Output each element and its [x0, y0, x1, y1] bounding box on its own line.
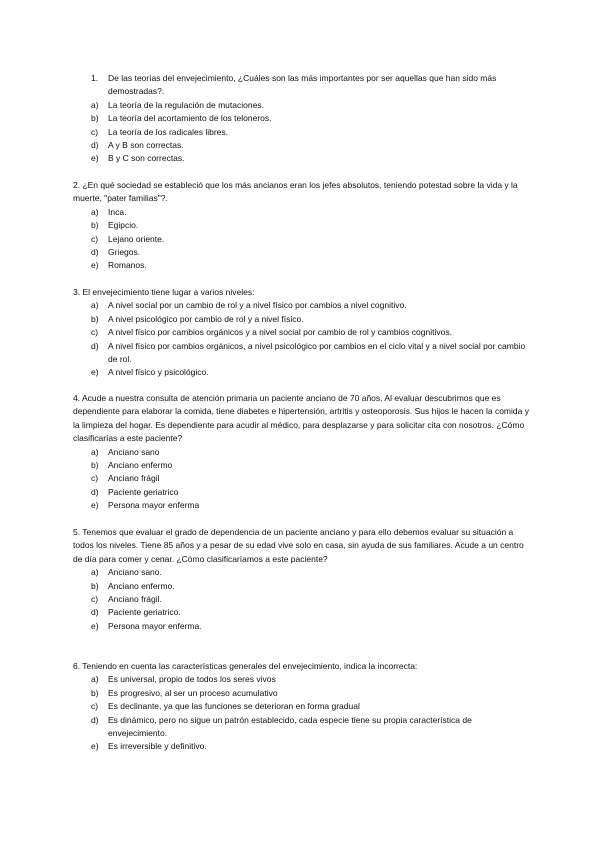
- question-5-stem: 5. Tenemos que evaluar el grado de dependencia de un paciente anciano y para ello debemos evaluar su situación a todos los niveles. Tiene 85 años y a pesar de su edad vive solo en casa, sin ayuda de sus familiares. Acude a un centro de día para comer y cenar. ¿Cómo clasificaríamos a este paciente?: [73, 527, 524, 564]
- option-text: Romanos.: [108, 260, 147, 271]
- question-1-option-e: [73, 152, 533, 165]
- question-3-option-e: [73, 366, 533, 379]
- option-letter: e): [91, 620, 99, 631]
- question-2-stem: 2. ¿En qué sociedad se estableció que los más ancianos eran los jefes absolutos, teniendo potestad sobre la vida y la muerte, "pater familias"?.: [73, 180, 518, 204]
- option-text: La teoría del acortamiento de los teloneros.: [108, 113, 272, 124]
- option-text: Anciano enfermo: [108, 460, 173, 471]
- option-text: Es progresivo, al ser un proceso acumulativo: [108, 687, 278, 698]
- question-5-option-c: [73, 593, 533, 606]
- question-6-option-d: [73, 714, 533, 741]
- option-letter: a): [91, 446, 99, 457]
- option-letter: b): [91, 687, 99, 698]
- option-text: Paciente geriatrico.: [108, 607, 181, 618]
- option-letter: d): [91, 340, 99, 351]
- option-letter: c): [91, 594, 99, 605]
- question-6-option-c: [73, 700, 533, 713]
- question-1-number: 1.: [91, 73, 99, 83]
- question-4-option-a: [73, 446, 533, 459]
- question-4-option-d: [73, 486, 533, 499]
- question-2-option-a: [73, 206, 533, 219]
- option-letter: b): [91, 580, 99, 591]
- option-text: Anciano frágil: [108, 473, 160, 484]
- option-letter: a): [91, 99, 99, 110]
- question-5: [73, 526, 533, 633]
- option-text: Es universal, propio de todos los seres vivos: [108, 674, 276, 685]
- question-1-text: De las teorías del envejecimiento, ¿Cuáles son las más importantes por ser aquellas que han sido más demostradas?.: [108, 73, 497, 97]
- option-text: Lejano oriente.: [108, 233, 165, 244]
- question-2-option-c: [73, 233, 533, 246]
- option-text: La teoría de la regulación de mutaciones.: [108, 99, 264, 110]
- question-1-option-a: [73, 99, 533, 112]
- option-letter: e): [91, 367, 99, 378]
- question-2-option-d: [73, 246, 533, 259]
- option-letter: b): [91, 313, 99, 324]
- option-text: A nivel social por un cambio de rol y a nivel físico por cambios a nivel cognitivo.: [108, 300, 407, 311]
- question-4-stem: 4. Acude a nuestra consulta de atención primaria un paciente anciano de 70 años. Al evaluar descubrimos que es dependiente para elaborar la comida, tiene diabetes e hipertensión, artritis y osteoporosis. Sus hijos le hacen la comida y la limpieza del hogar. Es dependiente para acudir al médico, para desplazarse y para solicitar cita con nosotros. ¿Cómo clasificarías a este paciente?: [73, 393, 529, 444]
- question-5-option-b: [73, 580, 533, 593]
- option-text: Persona mayor enferma.: [108, 620, 202, 631]
- option-letter: d): [91, 607, 99, 618]
- option-letter: d): [91, 714, 99, 725]
- question-3-option-a: [73, 299, 533, 312]
- question-6-option-a: [73, 673, 533, 686]
- question-4-option-e: [73, 499, 533, 512]
- option-letter: a): [91, 206, 99, 217]
- question-5-option-e: [73, 620, 533, 633]
- option-letter: a): [91, 300, 99, 311]
- option-letter: e): [91, 500, 99, 511]
- option-text: Paciente geriatrico: [108, 486, 179, 497]
- question-1: [73, 72, 533, 166]
- option-text: Es declinante, ya que las funciones se deterioran en forma gradual: [108, 701, 360, 712]
- option-text: Egipcio.: [108, 220, 139, 231]
- question-5-option-d: [73, 606, 533, 619]
- option-text: A nivel físico por cambios orgánicos, a nivel psicológico por cambios en el ciclo vital y a nivel social por cambio de rol.: [108, 340, 526, 365]
- question-1-option-b: [73, 112, 533, 125]
- option-text: A nivel psicológico por cambio de rol y a nivel físico.: [108, 313, 304, 324]
- option-letter: c): [91, 701, 99, 712]
- option-text: Inca.: [108, 206, 127, 217]
- option-text: A nivel físico y psicológico.: [108, 367, 209, 378]
- question-6-option-e: [73, 740, 533, 753]
- option-letter: e): [91, 260, 99, 271]
- option-text: A y B son correctas.: [108, 140, 184, 151]
- option-letter: a): [91, 567, 99, 578]
- option-letter: e): [91, 153, 99, 164]
- question-2-option-e: [73, 259, 533, 272]
- option-text: A nivel físico por cambios orgánicos y a nivel social por cambio de rol y cambios cognitivos.: [108, 327, 452, 338]
- option-letter: e): [91, 741, 99, 752]
- question-1-stem: [73, 72, 533, 99]
- question-1-option-d: [73, 139, 533, 152]
- question-6-stem: 6. Teniendo en cuenta las características generales del envejecimiento, indica la incorrecta:: [73, 661, 418, 671]
- option-text: B y C son correctas.: [108, 153, 185, 164]
- question-3: [73, 286, 533, 380]
- question-6-option-b: [73, 687, 533, 700]
- option-letter: b): [91, 220, 99, 231]
- question-1-option-c: [73, 126, 533, 139]
- option-letter: c): [91, 473, 99, 484]
- option-letter: c): [91, 233, 99, 244]
- option-text: Anciano sano: [108, 446, 160, 457]
- question-2: [73, 179, 533, 273]
- option-text: Es dinámico, pero no sigue un patrón establecido, cada especie tiene su propia característica de envejecimiento.: [108, 714, 472, 739]
- option-letter: d): [91, 486, 99, 497]
- option-text: Persona mayor enferma: [108, 500, 200, 511]
- question-5-option-a: [73, 566, 533, 579]
- option-letter: b): [91, 113, 99, 124]
- option-letter: d): [91, 247, 99, 258]
- option-text: La teoría de los radicales libres.: [108, 126, 229, 137]
- question-4-option-b: [73, 459, 533, 472]
- question-4: [73, 392, 533, 513]
- option-letter: a): [91, 674, 99, 685]
- option-letter: b): [91, 460, 99, 471]
- question-6: [73, 660, 533, 754]
- question-2-option-b: [73, 219, 533, 232]
- option-text: Anciano frágil.: [108, 594, 162, 605]
- option-text: Es irreversible y definitivo.: [108, 741, 207, 752]
- question-3-option-b: [73, 313, 533, 326]
- option-text: Anciano sano.: [108, 567, 162, 578]
- option-letter: d): [91, 140, 99, 151]
- question-3-option-c: [73, 326, 533, 339]
- question-4-option-c: [73, 472, 533, 485]
- question-3-option-d: [73, 340, 533, 367]
- question-3-stem: 3. El envejecimiento tiene lugar a varios niveles:: [73, 287, 255, 297]
- option-text: Anciano enfermo.: [108, 580, 175, 591]
- option-letter: c): [91, 126, 99, 137]
- option-letter: c): [91, 327, 99, 338]
- option-text: Griegos.: [108, 247, 141, 258]
